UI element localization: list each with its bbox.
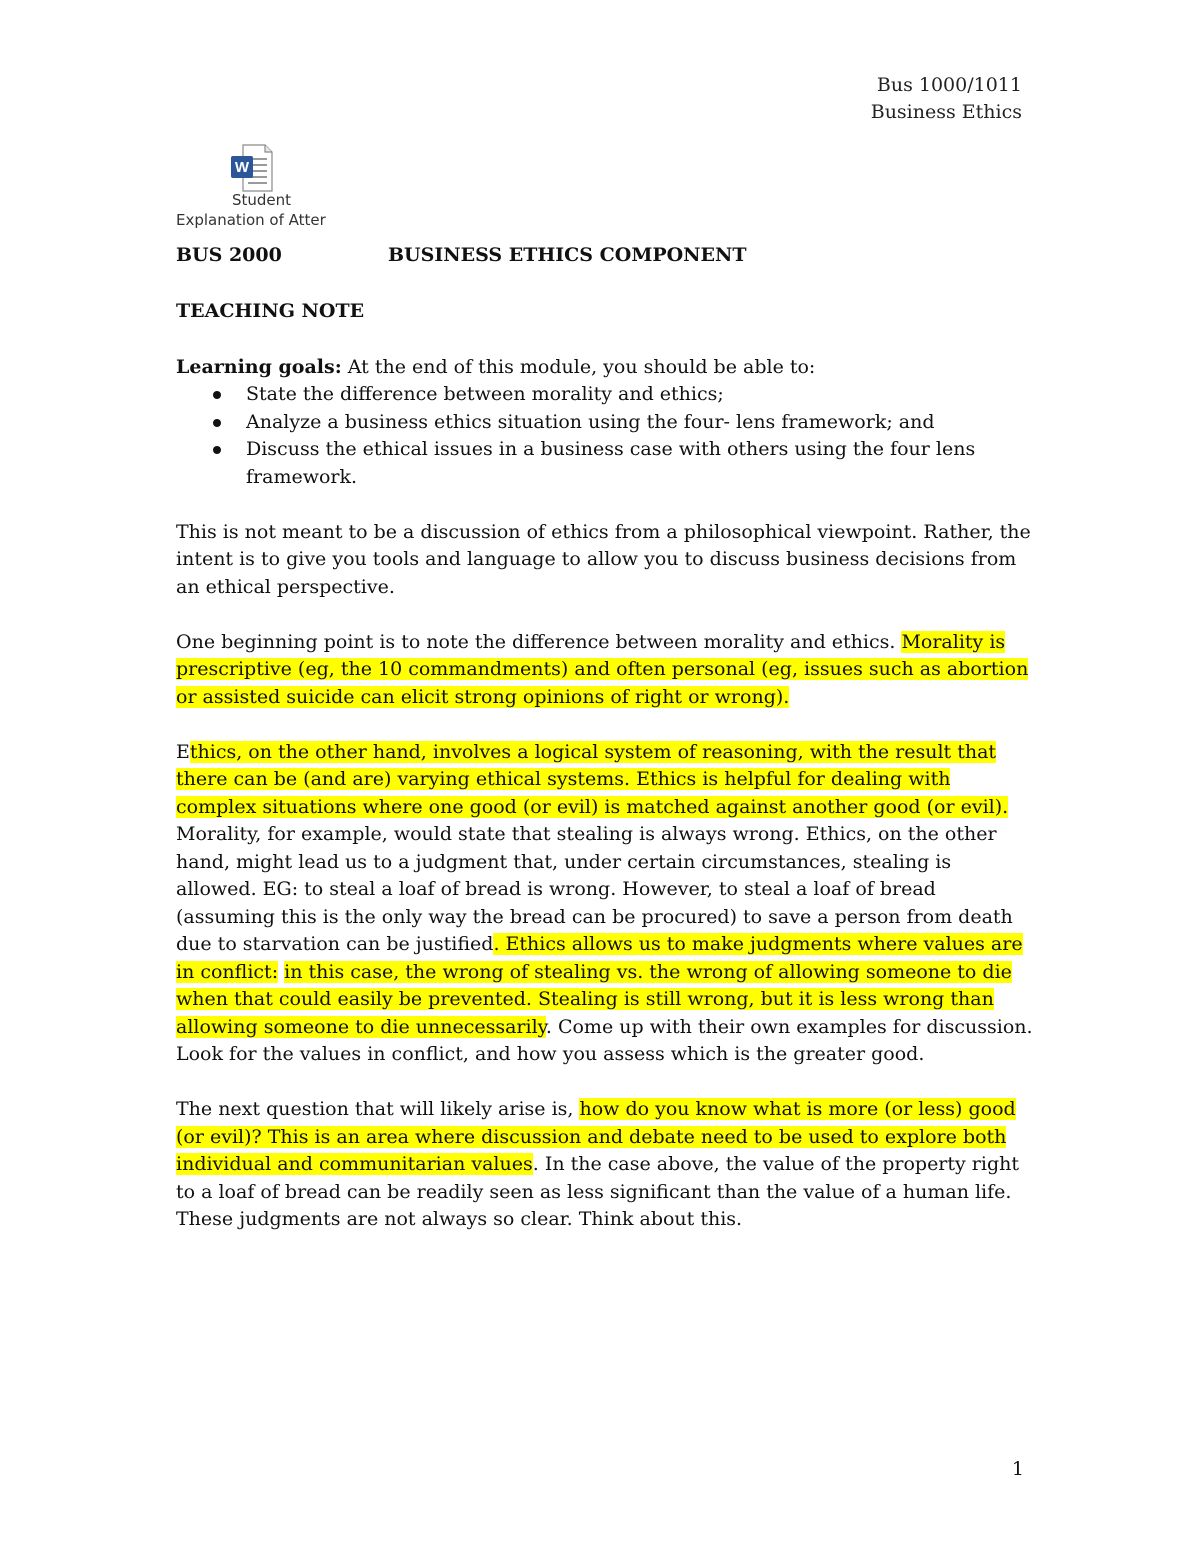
document-title (176, 242, 1036, 270)
learning-goals-intro: At the end of this module, you should be able to: (341, 355, 816, 378)
text-run: Morality, for example, would state that stealing is always wrong. Ethics, on the other hand, might lead us to a judgment that, under certain circumstances, stealing is allowed. EG: to steal a loaf of bread is wrong. However, to steal a loaf of bread (assuming this is the only way the bread can be procured) to save a person from death due to starvation can be justified (176, 823, 1013, 955)
svg-text:W: W (234, 159, 250, 176)
course-code: BUS 2000 (176, 244, 282, 266)
text-run: . Come up with their own examples for discussion. Look for the values in conflict, and how you assess which is the greater good. (176, 1015, 1033, 1065)
learning-goals (176, 354, 1036, 382)
list-item: Discuss the ethical issues in a business case with others using the four lens framework. (246, 436, 1036, 491)
page-header (871, 72, 1022, 126)
word-document-icon (229, 144, 273, 192)
learning-goals-label: Learning goals: (176, 355, 342, 378)
header-subject-line: Business Ethics (870, 101, 1022, 123)
page-number: 1 (1011, 1458, 1024, 1480)
paragraph-intro: This is not meant to be a discussion of ethics from a philosophical viewpoint. Rather, the intent is to give you tools and language to allow you to discuss business decisions from an ethical perspective. (176, 520, 1031, 598)
highlighted-text: . Ethics allows us to make judgments where values are in conflict: (176, 933, 1023, 983)
paragraph-ethics (176, 739, 1036, 1069)
paragraph-morality (176, 629, 1036, 712)
highlighted-text: Morality is prescriptive (eg, the 10 commandments) and often personal (eg, issues such as abortion or assisted suicide can elicit strong opinions of right or wrong). (176, 630, 1029, 708)
teaching-note-heading: TEACHING NOTE (176, 300, 365, 322)
highlighted-text: how do you know what is more (or less) good (or evil)? This is an area where discussion and debate need to be used to explore both individual and communitarian values (176, 1098, 1016, 1175)
list-item: Analyze a business ethics situation using the four- lens framework; and (246, 409, 1036, 437)
paragraph-next-question (176, 1096, 1036, 1234)
highlighted-text: in this case, the wrong of stealing vs. the wrong of allowing someone to die when that could easily be prevented. Stealing is still wrong, but it is less wrong than allowing someone to die unnecessarily (176, 960, 1012, 1038)
embed-caption-line2: Explanation of Atter (176, 211, 326, 229)
text-run: One beginning point is to note the difference between morality and ethics. (176, 630, 902, 653)
highlighted-text: thics, on the other hand, involves a logical system of reasoning, with the result that there can be (and are) varying ethical systems. Ethics is helpful for dealing with complex situations where one good (or evil) is matched against another good (or evil). (176, 740, 1009, 818)
component-title: BUSINESS ETHICS COMPONENT (388, 244, 747, 266)
embedded-word-document[interactable] (172, 142, 332, 232)
text-run: . In the case above, the value of the property right to a loaf of bread can be readily seen as less significant than the value of a human life. These judgments are not always so clear. Think about this. (176, 1153, 1019, 1230)
document-body (176, 240, 1036, 1234)
list-item: State the difference between morality and ethics; (246, 381, 1036, 409)
text-run: The next question that will likely arise is, (176, 1098, 580, 1120)
header-course-line: Bus 1000/1011 (876, 74, 1022, 96)
text-run: E (176, 740, 190, 763)
learning-goals-list (176, 381, 1036, 491)
embed-caption-line1: Student (232, 191, 292, 209)
